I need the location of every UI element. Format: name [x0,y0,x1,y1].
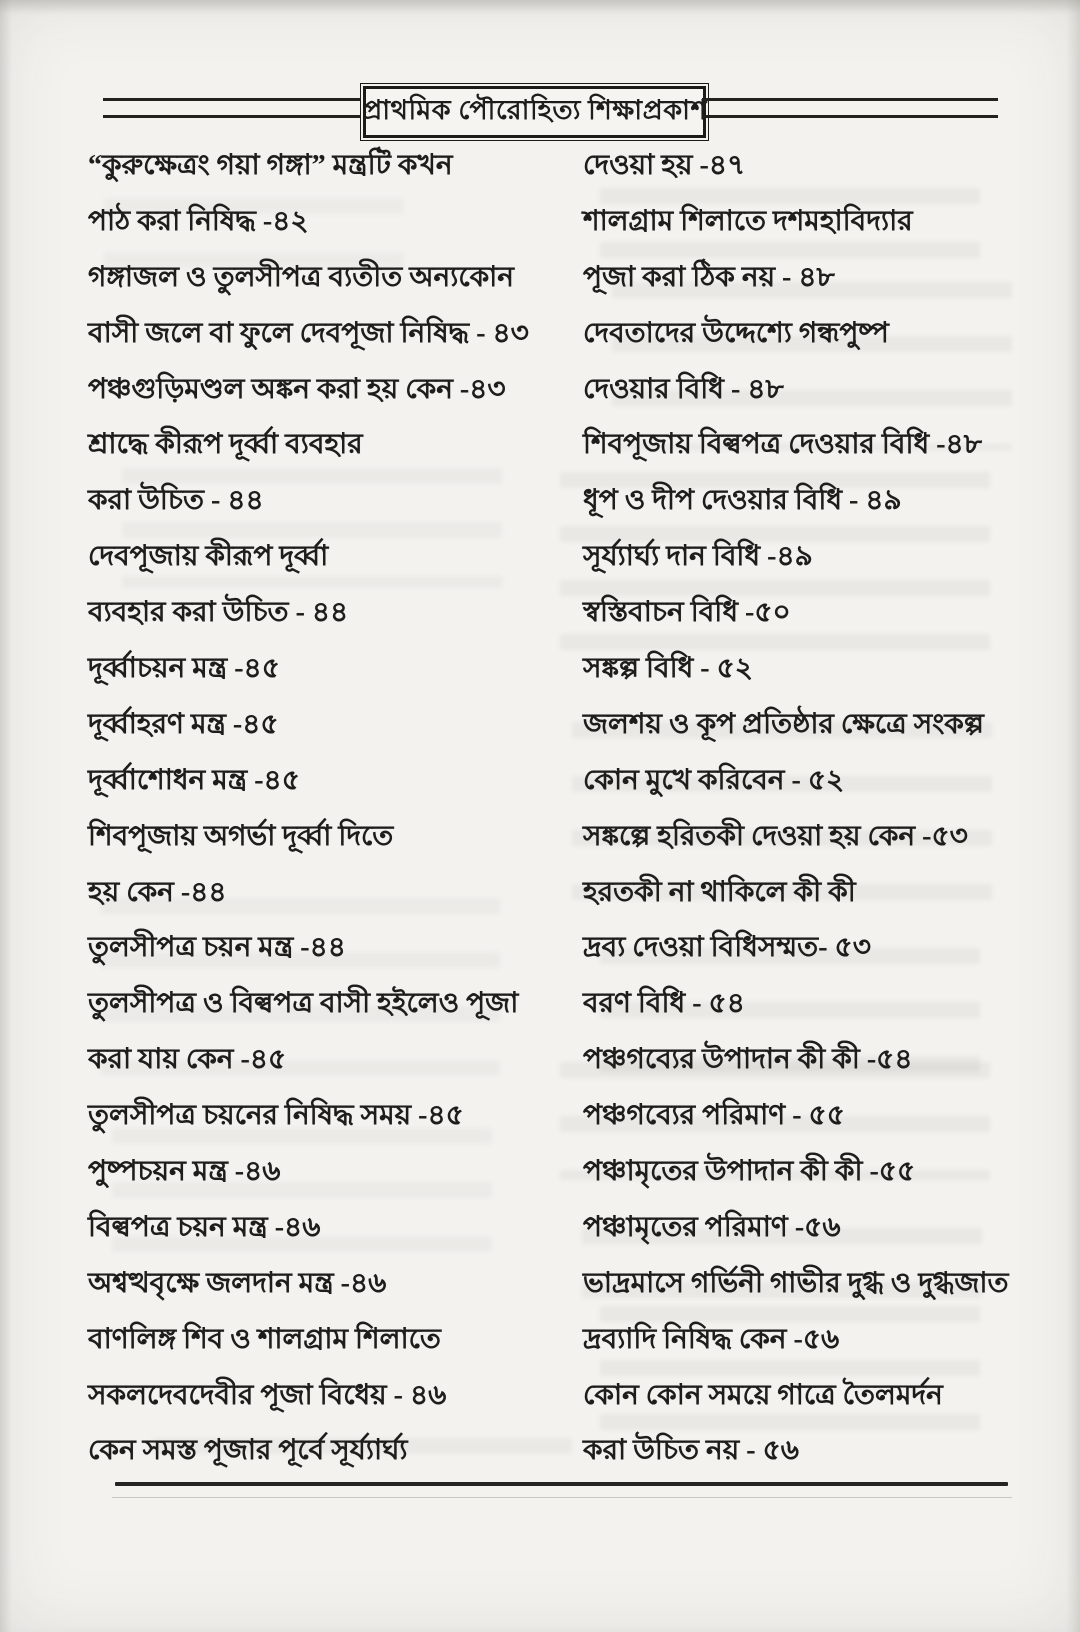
toc-entry: স্বস্তিবাচন বিধি -৫০ [583,597,791,629]
toc-entry: পঞ্চগুড়িমণ্ডল অঙ্কন করা হয় কেন -৪৩ [88,373,506,405]
toc-entry: ভাদ্রমাসে গর্ভিনী গাভীর দুগ্ধ ও দুগ্ধজাত [583,1267,1009,1299]
toc-entry: দূর্ব্বাচয়ন মন্ত্র -৪৫ [88,653,280,685]
toc-entry: দেবপূজায় কীরূপ দূর্ব্বা [88,541,329,573]
page-title: প্রাথমিক পৌরোহিত্য শিক্ষাপ্রকাশ [362,94,707,125]
toc-entry: দূর্ব্বাহরণ মন্ত্র -৪৫ [88,708,279,740]
toc-entry: বরণ বিধি - ৫৪ [583,988,745,1020]
toc-entry: করা যায় কেন -৪৫ [88,1044,287,1076]
toc-entry: দেবতাদের উদ্দেশ্যে গন্ধপুষ্প [583,317,889,349]
scan-edge-shadow-right [1066,0,1080,1632]
toc-entry: শিবপূজায় বিল্বপত্র দেওয়ার বিধি -৪৮ [583,429,982,461]
toc-left-column [88,150,563,1468]
toc-entry: করা উচিত নয় - ৫৬ [583,1435,799,1467]
toc-entry: সকলদেবদেবীর পূজা বিধেয় - ৪৬ [88,1379,447,1411]
toc-entry: বাসী জলে বা ফুলে দেবপূজা নিষিদ্ধ - ৪৩ [88,317,529,349]
toc-entry: শালগ্রাম শিলাতে দশমহাবিদ্যার [583,205,913,237]
toc-entry: সঙ্কল্প বিধি - ৫২ [583,653,753,685]
header-double-rule-left [103,98,361,118]
toc-entry: হয় কেন -৪৪ [88,876,227,908]
toc-entry: হরতকী না থাকিলে কী কী [583,876,856,908]
toc-entry: শিবপূজায় অগর্ভা দূর্ব্বা দিতে [88,820,394,852]
toc-entry: জলশয় ও কূপ প্রতিষ্ঠার ক্ষেত্রে সংকল্প [583,708,984,740]
toc-entry: কোন মুখে করিবেন - ৫২ [583,764,845,796]
toc-entry: অশ্বত্থবৃক্ষে জলদান মন্ত্র -৪৬ [88,1267,387,1299]
toc-entry: দ্রব্য দেওয়া বিধিসম্মত- ৫৩ [583,932,871,964]
toc-entry: পঞ্চগব্যের উপাদান কী কী -৫৪ [583,1044,913,1076]
toc-entry: দূর্ব্বাশোধন মন্ত্র -৪৫ [88,764,300,796]
toc-entry: সঙ্কল্পে হরিতকী দেওয়া হয় কেন -৫৩ [583,820,968,852]
footer-rule-scan-artifact [112,1497,1012,1498]
header-double-rule-right [702,98,998,118]
toc-entry: ধূপ ও দীপ দেওয়ার বিধি - ৪৯ [583,485,902,517]
toc-entry: দ্রব্যাদি নিষিদ্ধ কেন -৫৬ [583,1323,840,1355]
toc-entry: পঞ্চামৃতের পরিমাণ -৫৬ [583,1211,841,1243]
toc-entry: সূর্য্যার্ঘ্য দান বিধি -৪৯ [583,541,813,573]
scan-edge-shadow-top [0,0,1080,14]
toc-entry: কোন কোন সময়ে গাত্রে তৈলমর্দন [583,1379,943,1411]
toc-entry: করা উচিত - ৪৪ [88,485,264,517]
toc-entry: দেওয়া হয় -৪৭ [583,150,746,181]
running-head-title-box [363,86,706,138]
toc-entry: শ্রাদ্ধে কীরূপ দূর্ব্বা ব্যবহার [88,429,363,461]
toc-entry: পঞ্চগব্যের পরিমাণ - ৫৫ [583,1100,845,1132]
toc-entry: দেওয়ার বিধি - ৪৮ [583,373,784,405]
footer-rule [115,1482,1008,1486]
scan-edge-shadow-left [0,0,12,1632]
toc-entry: কেন সমস্ত পূজার পূর্বে সূর্য্যার্ঘ্য [88,1435,408,1467]
toc-entry: বিল্বপত্র চয়ন মন্ত্র -৪৬ [88,1211,321,1243]
toc-entry: পূজা করা ঠিক নয় - ৪৮ [583,261,835,293]
toc-entry: পঞ্চামৃতের উপাদান কী কী -৫৫ [583,1156,916,1188]
toc-entry: ব্যবহার করা উচিত - ৪৪ [88,597,349,629]
toc-right-column [583,150,1058,1468]
toc-entry: তুলসীপত্র চয়ন মন্ত্র -৪৪ [88,932,346,964]
toc-entry: পুষ্পচয়ন মন্ত্র -৪৬ [88,1156,281,1188]
toc-entry: গঙ্গাজল ও তুলসীপত্র ব্যতীত অন্যকোন [88,261,515,293]
toc-entry: তুলসীপত্র চয়নের নিষিদ্ধ সময় -৪৫ [88,1100,464,1132]
toc-entry: “কুরুক্ষেত্রং গয়া গঙ্গা” মন্ত্রটি কখন [88,150,453,181]
toc-entry: বাণলিঙ্গ শিব ও শালগ্রাম শিলাতে [88,1323,441,1355]
toc-entry: তুলসীপত্র ও বিল্বপত্র বাসী হইলেও পূজা [88,988,519,1020]
toc-entry: পাঠ করা নিষিদ্ধ -৪২ [88,205,309,237]
